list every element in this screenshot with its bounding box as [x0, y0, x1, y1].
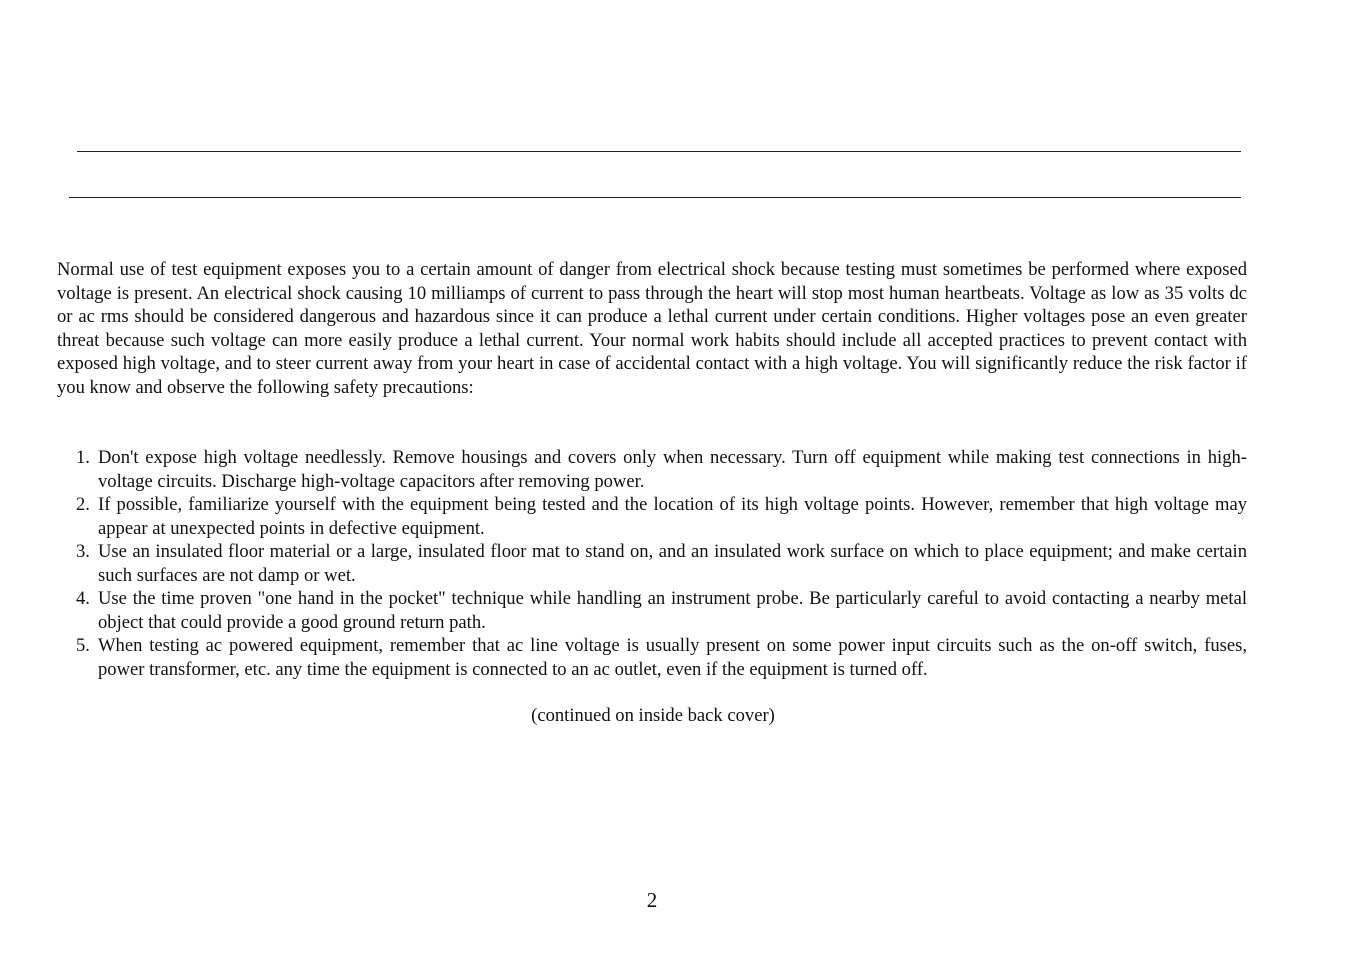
list-item: [57, 587, 1247, 634]
list-item-number: 5.: [76, 635, 90, 656]
continued-note: (continued on inside back cover): [531, 705, 775, 726]
list-item-number: 2.: [76, 494, 90, 515]
page-number: 2: [646, 888, 658, 912]
list-item-text: Use an insulated floor material or a large, insulated floor mat to stand on, and an insulated work surface on which to place equipment; and make certain such surfaces are not damp or wet.: [98, 541, 1247, 586]
list-item-number: 3.: [76, 541, 90, 562]
list-item-text: When testing ac powered equipment, remember that ac line voltage is usually present on some power input circuits such as the on-off switch, fuses, power transformer, etc. any time the equipment is connected to an ac outlet, even if the equipment is turned off.: [98, 635, 1247, 680]
list-item-text: If possible, familiarize yourself with the equipment being tested and the location of its high voltage points. However, remember that high voltage may appear at unexpected points in defective equipment.: [98, 494, 1247, 539]
intro-paragraph: Normal use of test equipment exposes you to a certain amount of danger from electrical shock because testing must sometimes be performed where exposed voltage is present. An electrical shock causing 10 milliamps of current to pass through the heart will stop most human heartbeats. Voltage as low as 35 volts dc or ac rms should be considered dangerous and hazardous since it can produce a lethal current under certain conditions. Higher voltages pose an even greater threat because such voltage can more easily produce a lethal current. Your normal work habits should include all accepted practices to prevent contact with exposed high voltage, and to steer current away from your heart in case of accidental contact with a high voltage. You will significantly reduce the risk factor if you know and observe the following safety precautions:: [57, 259, 1247, 398]
list-item: [57, 446, 1247, 493]
list-item-number: 4.: [76, 588, 90, 609]
bottom-divider-line: [69, 197, 1241, 198]
list-item: [57, 634, 1247, 681]
list-item: [57, 540, 1247, 587]
safety-precautions-list: [57, 446, 1247, 681]
list-item-text: Use the time proven "one hand in the pocket" technique while handling an instrument probe. Be particularly careful to avoid contacting a nearby metal object that could provide a good ground return path.: [98, 588, 1247, 633]
list-item-number: 1.: [76, 447, 90, 468]
list-item: [57, 493, 1247, 540]
list-item-text: Don't expose high voltage needlessly. Remove housings and covers only when necessary. Turn off equipment while making test connections in high-voltage circuits. Discharge high-voltage capacitors after removing power.: [98, 447, 1247, 492]
top-divider-line: [77, 151, 1241, 152]
